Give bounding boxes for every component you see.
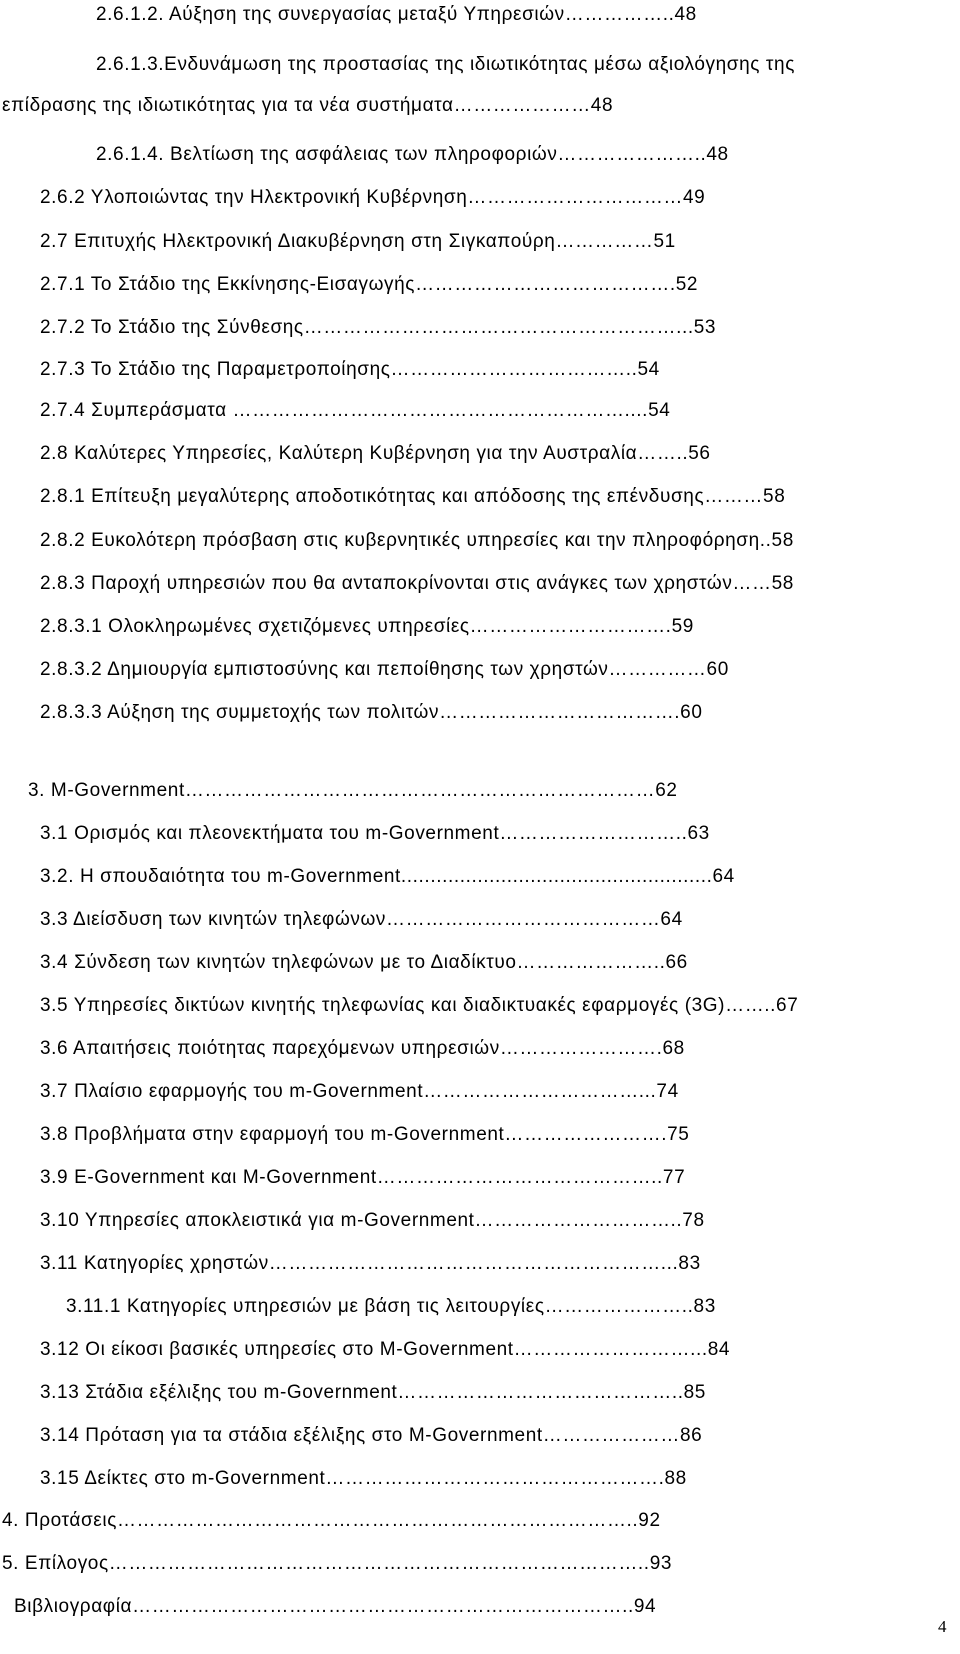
toc-entry-2-6-2: 2.6.2 Υλοποιώντας την Ηλεκτρονική Κυβέρνηση……………………………49 — [40, 187, 706, 208]
toc-entry-2-8: 2.8 Καλύτερες Υπηρεσίες, Καλύτερη Κυβέρνηση για την Αυστραλία……..56 — [40, 443, 711, 464]
toc-entry-2-6-1-3-cont: επίδρασης της ιδιωτικότητας για τα νέα συστήματα…………………48 — [2, 95, 614, 116]
toc-entry-2-8-1: 2.8.1 Επίτευξη μεγαλύτερης αποδοτικότητας και απόδοσης της επένδυσης………58 — [40, 486, 786, 507]
toc-entry-3-4: 3.4 Σύνδεση των κινητών τηλεφώνων με το Διαδίκτυο…………………..66 — [40, 952, 688, 973]
toc-entry-3-2: 3.2. Η σπουδαιότητα του m-Government.....................................................64 — [40, 866, 735, 887]
toc-entry-3-13: 3.13 Στάδια εξέλιξης του m-Government……………………………………..85 — [40, 1382, 706, 1403]
toc-entry-2-8-3: 2.8.3 Παροχή υπηρεσιών που θα ανταποκρίνονται στις ανάγκες των χρηστών……58 — [40, 573, 794, 594]
toc-entry-2-8-3-2: 2.8.3.2 Δημιουργία εμπιστοσύνης και πεποίθησης των χρηστών……………60 — [40, 659, 729, 680]
toc-entry-3-3: 3.3 Διείσδυση των κινητών τηλεφώνων……………………………………64 — [40, 909, 683, 930]
toc-entry-2-7-4: 2.7.4 Συμπεράσματα ……………………………………………………....54 — [40, 400, 671, 421]
toc-entry-2-6-1-3: 2.6.1.3.Ενδυνάμωση της προστασίας της ιδιωτικότητας μέσω αξιολόγησης της — [96, 54, 795, 75]
toc-entry-3-14: 3.14 Πρόταση για τα στάδια εξέλιξης στο M-Government…………………86 — [40, 1425, 703, 1446]
toc-entry-3-7: 3.7 Πλαίσιο εφαρμογής του m-Government……………………………...74 — [40, 1081, 679, 1102]
toc-entry-3-11: 3.11 Κατηγορίες χρηστών……………………………………………………...83 — [40, 1253, 701, 1274]
toc-entry-3-15: 3.15 Δείκτες στο m-Government…………………………………………….88 — [40, 1468, 687, 1489]
toc-entry-3-1: 3.1 Ορισμός και πλεονεκτήματα του m-Government………………………..63 — [40, 823, 710, 844]
toc-entry-2-8-2: 2.8.2 Ευκολότερη πρόσβαση στις κυβερνητικές υπηρεσίες και την πληροφόρηση..58 — [40, 530, 794, 551]
toc-entry-3-6: 3.6 Απαιτήσεις ποιότητας παρεχόμενων υπηρεσιών…………………….68 — [40, 1038, 685, 1059]
toc-entry-2-6-1-2: 2.6.1.2. Αύξηση της συνεργασίας μεταξύ Υπηρεσιών……………..48 — [96, 4, 697, 25]
toc-entry-3-8: 3.8 Προβλήματα στην εφαρμογή του m-Government…………………….75 — [40, 1124, 690, 1145]
toc-entry-3: 3. M-Government………………………………………………………………62 — [28, 780, 678, 801]
toc-entry-2-7-2: 2.7.2 Το Στάδιο της Σύνθεσης…………………………………………………...53 — [40, 317, 717, 338]
toc-entry-2-7: 2.7 Επιτυχής Ηλεκτρονική Διακυβέρνηση στη Σιγκαπούρη……………51 — [40, 231, 676, 252]
toc-entry-bibliography: Βιβλιογραφία…………………………………………………………………..94 — [14, 1596, 657, 1617]
toc-entry-3-9: 3.9 E-Government και M-Government……………………………………..77 — [40, 1167, 686, 1188]
toc-entry-3-11-1: 3.11.1 Κατηγορίες υπηρεσιών με βάση τις λειτουργίες…………………..83 — [66, 1296, 716, 1317]
page-number: 4 — [938, 1617, 947, 1636]
toc-entry-5: 5. Επίλογος………………………………………………………………………..93 — [2, 1553, 673, 1574]
toc-entry-3-10: 3.10 Υπηρεσίες αποκλειστικά για m-Government…………………………..78 — [40, 1210, 705, 1231]
toc-entry-2-8-3-1: 2.8.3.1 Ολοκληρωμένες σχετιζόμενες υπηρεσίες………………………….59 — [40, 616, 694, 637]
toc-entry-2-7-1: 2.7.1 Το Στάδιο της Εκκίνησης-Εισαγωγής………………………………….52 — [40, 274, 699, 295]
toc-entry-2-6-1-4: 2.6.1.4. Βελτίωση της ασφάλειας των πληροφοριών…………………..48 — [96, 144, 729, 165]
toc-entry-3-12: 3.12 Οι είκοσι βασικές υπηρεσίες στο M-Government………………………...84 — [40, 1339, 731, 1360]
toc-entry-2-8-3-3: 2.8.3.3 Αύξηση της συμμετοχής των πολιτών……………………………….60 — [40, 702, 703, 723]
toc-entry-3-5: 3.5 Υπηρεσίες δικτύων κινητής τηλεφωνίας και διαδικτυακές εφαρμογές (3G)……..67 — [40, 995, 799, 1016]
toc-entry-4: 4. Προτάσεις……………………………………………………………………..92 — [2, 1510, 661, 1531]
toc-entry-2-7-3: 2.7.3 Το Στάδιο της Παραμετροποίησης………………………………..54 — [40, 359, 660, 380]
